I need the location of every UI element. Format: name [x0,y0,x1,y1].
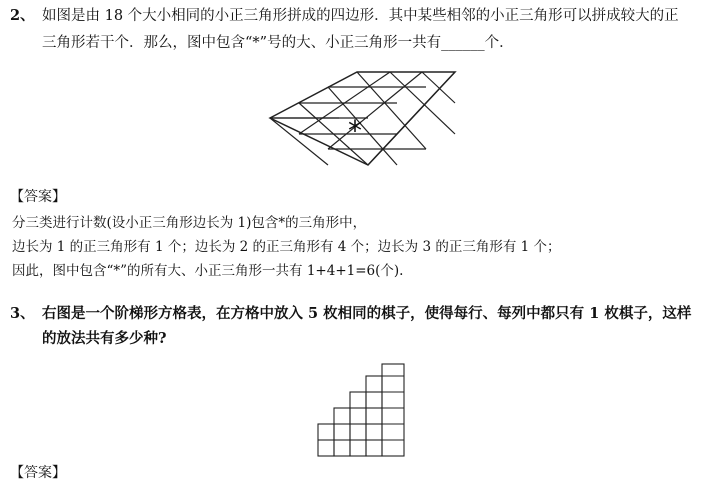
answer-2-line3: 因此，图中包含“*”的所有大、小正三角形一共有 1+4+1=6(个). [12,263,404,279]
star-marker: * [348,114,362,147]
answer-2-line2: 边长为 1 的正三角形有 1 个；边长为 2 的正三角形有 4 个；边长为 3 的正三角形有 1 个； [12,239,561,255]
question-3-text-line1: 右图是一个阶梯形方格表，在方格中放入 5 枚相同的棋子，使得每行、每列中都只有 1 枚棋子，这样 [42,305,692,322]
question-3-number: 3、 [10,305,35,322]
question-2-number: 2、 [10,7,35,24]
question-2-text-line2: 三角形若干个．那么，图中包含“*”号的大、小正三角形一共有______个． [42,35,514,51]
answer-2-line1: 分三类进行计数(设小正三角形边长为 1)包含*的三角形中， [12,215,367,231]
question-3-text-line2: 的放法共有多少种? [42,330,167,347]
staircase-grid-figure [316,362,412,458]
answer-3-heading: 【答案】 [10,465,66,481]
answer-2-heading: 【答案】 [10,189,66,205]
question-2-text-line1: 如图是由 18 个大小相同的小正三角形拼成的四边形．其中某些相邻的小正三角形可以拼成较大的正 [42,8,679,24]
rhombus-triangle-figure [268,70,458,170]
